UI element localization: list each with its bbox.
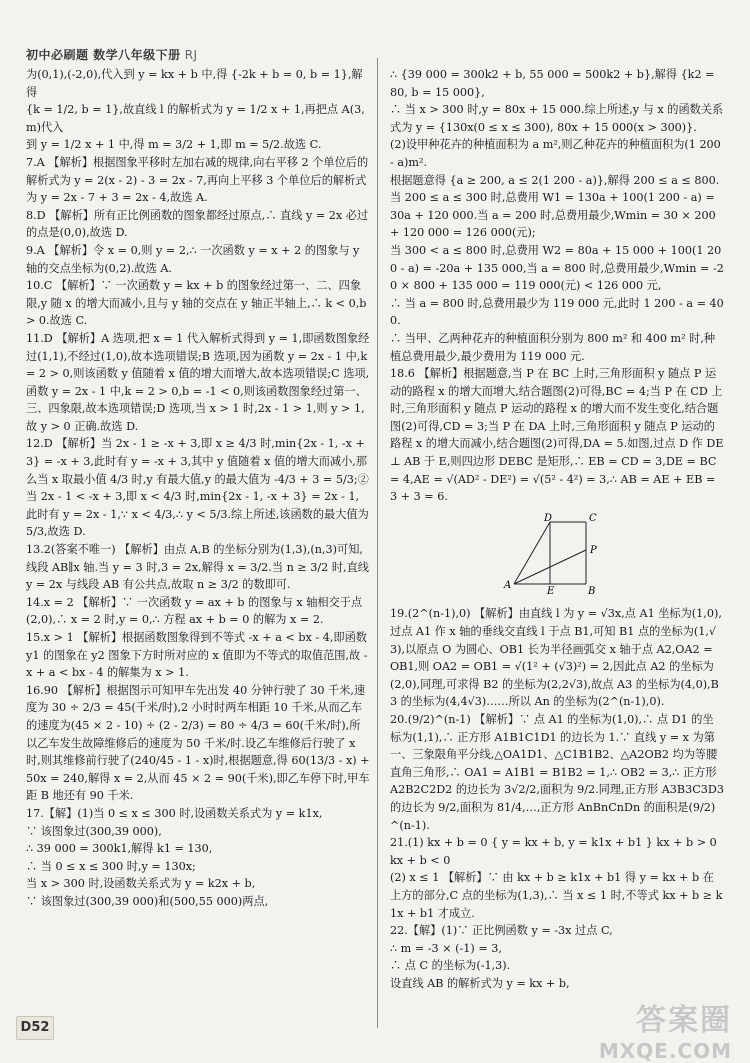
- answer-line: ∵ 该图象过(300,39 000)和(500,55 000)两点,: [26, 894, 269, 908]
- answer-line: 当 200 ≤ a ≤ 300 时,总费用 W1 = 130a + 100(1 200 - a) = 30a + 120 000.当 a = 200 时,总费用最少,Wmin = 30 × 200 + 120 000 = 126 000(元);: [390, 191, 716, 240]
- answer-line: 当 x > 300 时,设函数关系式为 y = k2x + b,: [26, 877, 256, 891]
- answer-line: 为(0,1),(-2,0),代入到 y = kx + b 中,得 {-2k + b = 0, b = 1},解得: [26, 68, 363, 99]
- answer-14: 14.x = 2 【解析】∵ 一次函数 y = ax + b 的图象与 x 轴相交于点(2,0),∴ x = 2 时,y = 0,∴ 方程 ax + b = 0 的解为 x = 2.: [26, 595, 363, 627]
- label-d: D: [544, 512, 553, 524]
- page-number: D52: [16, 1016, 54, 1040]
- watermark: [599, 995, 732, 1063]
- header-title: 初中必刷题 数学八年级下册: [26, 48, 181, 62]
- watermark-url: MXQE.COM: [598, 1039, 732, 1063]
- answer-line: 到 y = 1/2 x + 1 中,得 m = 3/2 + 1,即 m = 5/2.故选 C.: [26, 138, 322, 152]
- answer-13: 13.2(答案不唯一) 【解析】由点 A,B 的坐标分别为(1,3),(n,3)可知,线段 AB∥x 轴.当 y = 3 时,3 = 2x,解得 x = 3/2.当 n ≥ 3/2 时,直线 y = 2x 与线段 AB 有公共点,故取 n ≥ 3/2 的数即可.: [26, 543, 369, 592]
- answer-line: ∴ 当甲、乙两种花卉的种植面积分别为 800 m² 和 400 m² 时,种植总费用最少,最少费用为 119 000 元.: [390, 331, 716, 363]
- answer-line: ∴ {39 000 = 300k2 + b, 55 000 = 500k2 + b},解得 {k2 = 80, b = 15 000},: [390, 68, 715, 99]
- answer-16: 16.90 【解析】根据图示可知甲车先出发 40 分钟行驶了 30 千米,速度为 30 ÷ 2/3 = 45(千米/时),2 小时时两车相距 10 千米,从而乙车的速度为(45 × 2 - 10) ÷ (2 - 2/3) = 80 ÷ 4/3 = 60(千米/时),所以乙车发生故障维修后的速度为 50 千米/时.设乙车维修后行驶了 x 时,则其维修前行驶了(240/45 - 1 - x)时,根据题意,得 60(13/3 - x) + 50x = 240,解得 x = 2,从而 45 × 2 = 90(千米),即乙车停下时,甲车距 B 地还有 90 千米.: [26, 683, 370, 803]
- answer-line: {k = 1/2, b = 1},故直线 l 的解析式为 y = 1/2 x + 1,再把点 A(3,m)代入: [26, 103, 365, 134]
- answer-line: ∴ m = -3 × (-1) = 3,: [390, 941, 502, 955]
- answer-19: 19.(2^(n-1),0) 【解析】由直线 l 为 y = √3x,点 A1 坐标为(1,0),过点 A1 作 x 轴的垂线交直线 l 于点 B1,可知 B1 点的坐标为(1,√3),以原点 O 为圆心、OB1 长为半径画弧交 x 轴于点 A2,OA2 = OB1,则 OA2 = OB1 = √(1² + (√3)²) = 2,因此点 A2 的坐标为(2,0),同理,可求得 B2 的坐标为(2,2√3),故点 A3 的坐标为(4,0),B3 的坐标为(4,4√3)……所以 An 的坐标为(2^(n-1),0).: [390, 607, 722, 709]
- answer-15: 15.x > 1 【解析】根据函数图象得到不等式 -x + a < bx - 4,即函数 y1 的图象在 y2 图象下方时所对应的 x 值即为不等式的取值范围,故 -x + a < bx - 4 的解集为 x > 1.: [26, 631, 368, 680]
- answer-9: 9.A 【解析】令 x = 0,则 y = 2,∴ 一次函数 y = x + 2 的图象与 y 轴的交点坐标为(0,2).故选 A.: [26, 243, 360, 275]
- answer-line: ∴ 39 000 = 300k1,解得 k1 = 130,: [26, 842, 213, 856]
- label-p: P: [590, 544, 597, 556]
- page-header: [26, 46, 198, 63]
- answer-line: 设直线 AB 的解析式为 y = kx + b,: [390, 976, 570, 990]
- segment-da: [514, 522, 550, 584]
- answer-20: 20.(9/2)^(n-1) 【解析】∵ 点 A1 的坐标为(1,0),∴ 点 D1 的坐标为(1,1),∴ 正方形 A1B1C1D1 的边长为 1.∵ 直线 y = x 为第一、三象限角平分线,△OA1D1、△C1B1B2、△A2OB2 均为等腰直角三角形,∴ OA1 = A1B1 = B1B2 = 1,∴ OB2 = 3,∴ 正方形 A2B2C2D2 的边长为 3√2/2,面积为 9/2.同理,正方形 A3B3C3D3 的边长为 9/2,面积为 81/4,…,正方形 AnBnCnDn 的面积是(9/2)^(n-1).: [390, 713, 725, 832]
- answer-18: 18.6 【解析】根据题意,当 P 在 BC 上时,三角形面积 y 随点 P 运动的路程 x 的增大而增大,结合题图(2)可得,BC = 4;当 P 在 CD 上时,三角形面积 y 随点 P 运动的路程 x 的增大而不发生变化,结合题图(2)可得,CD = 3;当 P 在 DA 上时,三角形面积 y 随点 P 运动的路程 x 的增大而减小,结合题图(2)可得,DA = 5.如图,过点 D 作 DE ⊥ AB 于 E,则四边形 DEBC 是矩形,∴ EB = CD = 3,DE = BC = 4,AE = √(AD² - DE²) = √(5² - 4²) = 3,∴ AB = AE + EB = 3 + 3 = 6.: [390, 367, 724, 504]
- label-b: B: [588, 585, 596, 594]
- answer-line: ∴ 当 a = 800 时,总费用最少为 119 000 元,此时 1 200 - a = 400.: [390, 296, 724, 328]
- answer-line: ∴ 当 0 ≤ x ≤ 300 时,y = 130x;: [26, 859, 196, 873]
- label-a: A: [504, 579, 512, 591]
- answer-12: 12.D 【解析】当 2x - 1 ≥ -x + 3,即 x ≥ 4/3 时,min{2x - 1, -x + 3} = -x + 3,此时有 y = -x + 3,其中 y 值随着 x 值的增大而减小,那么当 x 取最小值 4/3 时,y 有最大值,y 的最大值为 -4/3 + 3 = 5/3;②当 2x - 1 < -x + 3,即 x < 4/3 时,min{2x - 1, -x + 3} = 2x - 1,此时有 y = 2x - 1,∵ x < 4/3,∴ y < 5/3.综上所述,该函数的最大值为 5/3,故选 D.: [26, 437, 369, 539]
- answer-10: 10.C 【解析】∵ 一次函数 y = kx + b 的图象经过第一、二、四象限,y 随 x 的增大而减小,且与 y 轴的交点在 y 轴正半轴上,∴ k < 0,b > 0.故选 C.: [26, 279, 367, 328]
- answer-22: 22.【解】(1)∵ 正比例函数 y = -3x 过点 C,: [390, 924, 613, 938]
- answer-line: ∴ 当 x > 300 时,y = 80x + 15 000.综上所述,y 与 x 的函数关系式为 y = {130x(0 ≤ x ≤ 300), 80x + 15 000(x > 300)}.: [390, 103, 724, 134]
- answer-line: 根据题意得 {a ≥ 200, a ≤ 2(1 200 - a)},解得 200 ≤ a ≤ 800.: [390, 173, 720, 187]
- header-edition: RJ: [184, 48, 198, 62]
- label-c: C: [589, 512, 597, 524]
- right-column: [390, 66, 724, 993]
- watermark-logo-text: 答案圈: [636, 1003, 732, 1038]
- answer-line: ∵ 该图象过(300,39 000),: [26, 824, 162, 838]
- answer-8: 8.D 【解析】所有正比例函数的图象都经过原点,∴ 直线 y = 2x 必过的点是(0,0),故选 D.: [26, 208, 369, 240]
- answer-line: (2)设甲种花卉的种植面积为 a m²,则乙种花卉的种植面积为(1 200 - a)m².: [390, 138, 721, 169]
- answer-21: 21.(1) kx + b = 0 { y = kx + b, y = k1x + b1 } kx + b > 0 kx + b < 0: [390, 836, 717, 867]
- answer-11: 11.D 【解析】A 选项,把 x = 1 代入解析式得到 y = 1,即函数图象经过(1,1),不经过(1,0),故本选项错误;B 选项,因为函数 y = 2x - 1 中,k = 2 > 0,则该函数 y 值随着 x 值的增大而增大,故本选项错误;C 选项,函数 y = 2x - 1 中,k = 2 > 0,b = -1 < 0,则该函数图象经过第一、三、四象限,故本选项错误;D 选项,当 x > 1 时,2x - 1 > 1,则 y > 1,故 y > 0 正确.故选 D.: [26, 331, 370, 433]
- answer-7: 7.A 【解析】根据图象平移时左加右减的规律,向右平移 2 个单位后的解析式为 y = 2(x - 2) - 3 = 2x - 7,再向上平移 3 个单位后的解析式为 y = 2x - 7 + 3 = 2x - 4,故选 A.: [26, 155, 369, 205]
- rectangle-diagram: [500, 512, 610, 594]
- answer-line: 当 300 < a ≤ 800 时,总费用 W2 = 80a + 15 000 + 100(1 200 - a) = -20a + 135 000,当 a = 800 时,总费用最少,Wmin = -20 × 800 + 135 000 = 119 000(元) < 126 000 元,: [390, 243, 724, 293]
- column-divider: [377, 58, 378, 1028]
- label-e: E: [547, 585, 555, 594]
- left-column: [26, 66, 370, 911]
- answer-17: 17.【解】(1)当 0 ≤ x ≤ 300 时,设函数关系式为 y = k1x,: [26, 806, 323, 820]
- answer-line: (2) x ≤ 1 【解析】∵ 由 kx + b ≥ k1x + b1 得 y = kx + b 在上方的部分,C 点的坐标为(1,3),∴ 当 x ≤ 1 时,不等式 kx + b ≥ k1x + b1 才成立.: [390, 871, 723, 920]
- answer-line: ∴ 点 C 的坐标为(-1,3).: [390, 959, 511, 973]
- geometry-figure: [500, 512, 724, 600]
